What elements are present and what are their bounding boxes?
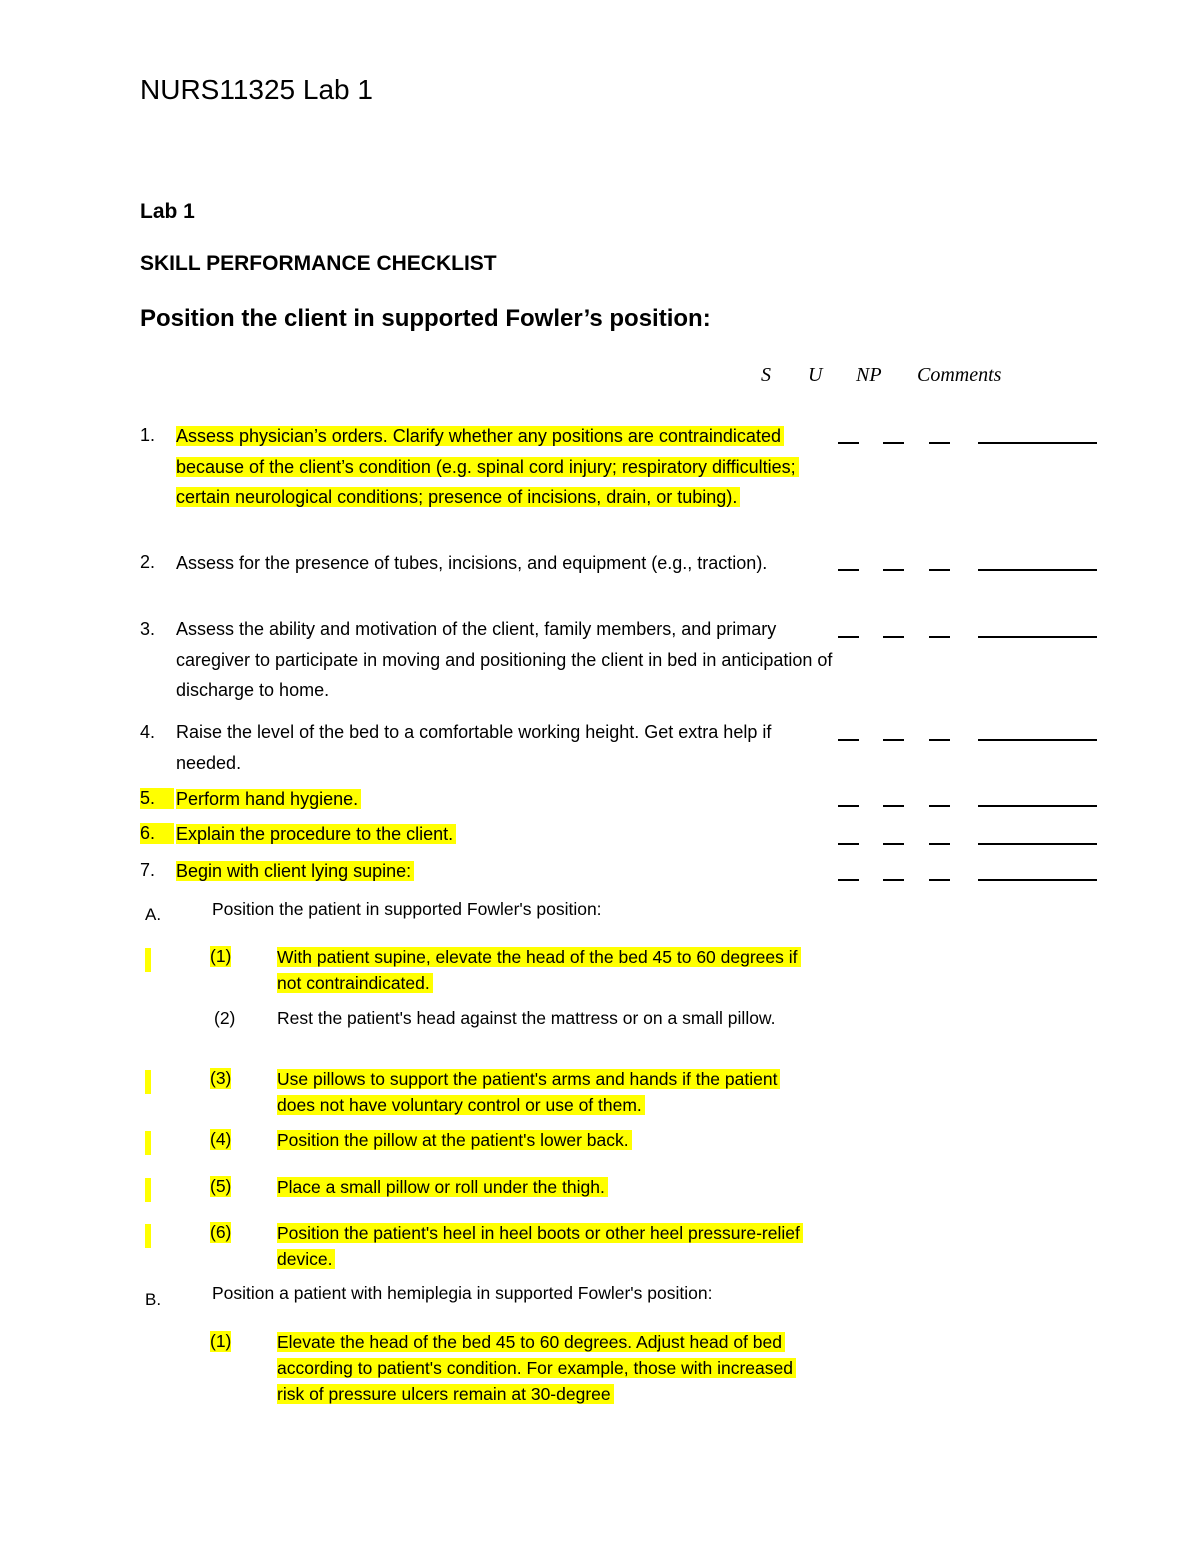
- step-text-content: Begin with client lying supine:: [176, 861, 414, 881]
- s-blank[interactable]: [838, 843, 859, 845]
- s-blank[interactable]: [838, 739, 859, 741]
- step-number: 5.: [140, 788, 174, 809]
- substep-number: (1): [210, 946, 232, 966]
- substep-text: [277, 944, 817, 996]
- highlight-marker: [145, 1178, 151, 1202]
- substep-number: (2): [214, 1008, 236, 1028]
- step-text: [176, 856, 836, 887]
- column-comments: Comments: [917, 364, 1002, 386]
- step-number: 3.: [140, 619, 156, 639]
- comments-blank[interactable]: [978, 636, 1097, 638]
- comments-blank[interactable]: [978, 739, 1097, 741]
- substep-number: (5): [210, 1176, 232, 1196]
- lab-label: Lab 1: [140, 200, 195, 223]
- u-blank[interactable]: [883, 739, 904, 741]
- highlight-marker: [145, 1131, 151, 1155]
- s-blank[interactable]: [838, 805, 859, 807]
- s-blank[interactable]: [838, 636, 859, 638]
- checklist-label: SKILL PERFORMANCE CHECKLIST: [140, 252, 497, 275]
- comments-blank[interactable]: [978, 569, 1097, 571]
- u-blank[interactable]: [883, 843, 904, 845]
- section-a-letter: A.: [145, 905, 162, 924]
- section-b-letter: B.: [145, 1290, 162, 1309]
- step-text: Assess for the presence of tubes, incisions, and equipment (e.g., traction).: [176, 553, 768, 573]
- substep-text-content: Elevate the head of the bed 45 to 60 degrees. Adjust head of bed according to patient's condition. For example, those with increased risk of pressure ulcers remain at 30-degree: [277, 1332, 796, 1404]
- section-b-title: Position a patient with hemiplegia in supported Fowler's position:: [212, 1283, 713, 1303]
- np-blank[interactable]: [929, 442, 950, 444]
- step-text: [176, 819, 836, 850]
- s-blank[interactable]: [838, 442, 859, 444]
- step-number: 6.: [140, 823, 174, 844]
- np-blank[interactable]: [929, 805, 950, 807]
- step-text-content: Perform hand hygiene.: [176, 789, 361, 809]
- column-s: S: [761, 364, 771, 386]
- substep-text-content: With patient supine, elevate the head of the bed 45 to 60 degrees if not contraindicated.: [277, 947, 801, 993]
- s-blank[interactable]: [838, 569, 859, 571]
- u-blank[interactable]: [883, 879, 904, 881]
- np-blank[interactable]: [929, 636, 950, 638]
- substep-number: (3): [210, 1068, 232, 1088]
- step-number: 2.: [140, 552, 156, 572]
- substep-text-content: Position the pillow at the patient's lower back.: [277, 1130, 632, 1150]
- s-blank[interactable]: [838, 879, 859, 881]
- step-number: 7.: [140, 860, 156, 880]
- u-blank[interactable]: [883, 636, 904, 638]
- comments-blank[interactable]: [978, 442, 1097, 444]
- step-number: 4.: [140, 722, 156, 742]
- column-u: U: [808, 364, 823, 386]
- step-text-content: Explain the procedure to the client.: [176, 824, 456, 844]
- column-np: NP: [856, 364, 882, 386]
- step-text: Assess the ability and motivation of the client, family members, and primary caregiver to participate in moving and positioning the client in bed in anticipation of discharge to home.: [176, 619, 833, 700]
- step-number: 1.: [140, 425, 156, 445]
- document-title: NURS11325 Lab 1: [140, 74, 373, 105]
- highlight-marker: [145, 948, 151, 972]
- substep-text-content: Use pillows to support the patient's arms and hands if the patient does not have voluntary control or use of them.: [277, 1069, 780, 1115]
- step-text: Raise the level of the bed to a comfortable working height. Get extra help if needed.: [176, 722, 772, 773]
- comments-blank[interactable]: [978, 805, 1097, 807]
- substep-text-content: Place a small pillow or roll under the thigh.: [277, 1177, 608, 1197]
- substep-number: (6): [210, 1222, 232, 1242]
- step-text: [176, 421, 836, 513]
- highlight-marker: [145, 1224, 151, 1248]
- np-blank[interactable]: [929, 569, 950, 571]
- step-text-content: Assess physician’s orders. Clarify whether any positions are contraindicated because of the client’s condition (e.g. spinal cord injury; respiratory difficulties; certain neurological conditions; presence of incisions, drain, or tubing).: [176, 426, 799, 507]
- substep-number: (1): [210, 1331, 232, 1351]
- substep-text: Rest the patient's head against the mattress or on a small pillow.: [277, 1008, 776, 1028]
- substep-text-content: Position the patient's heel in heel boots or other heel pressure-relief device.: [277, 1223, 803, 1269]
- section-a-title: Position the patient in supported Fowler's position:: [212, 899, 602, 919]
- substep-text: [277, 1220, 817, 1272]
- np-blank[interactable]: [929, 739, 950, 741]
- comments-blank[interactable]: [978, 843, 1097, 845]
- substep-text: [277, 1174, 817, 1200]
- substep-text: [277, 1329, 817, 1407]
- np-blank[interactable]: [929, 843, 950, 845]
- comments-blank[interactable]: [978, 879, 1097, 881]
- highlight-marker: [145, 1070, 151, 1094]
- u-blank[interactable]: [883, 442, 904, 444]
- step-text: [176, 784, 836, 815]
- substep-text: [277, 1066, 817, 1118]
- np-blank[interactable]: [929, 879, 950, 881]
- substep-text: [277, 1127, 817, 1153]
- substep-number: (4): [210, 1129, 232, 1149]
- u-blank[interactable]: [883, 569, 904, 571]
- main-heading: Position the client in supported Fowler’s position:: [140, 305, 711, 332]
- u-blank[interactable]: [883, 805, 904, 807]
